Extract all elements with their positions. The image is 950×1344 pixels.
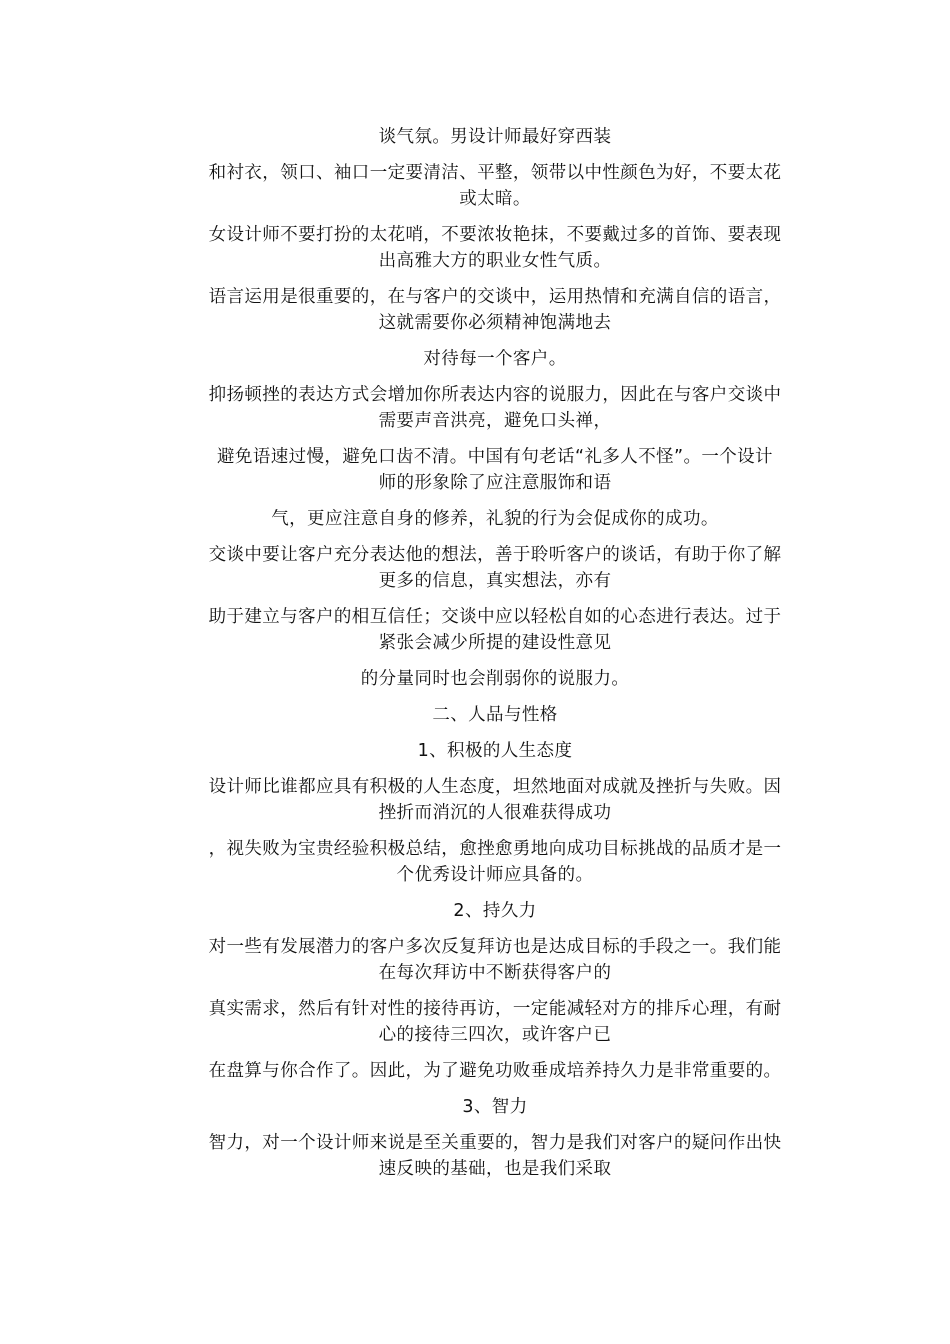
text-line: 对一些有发展潜力的客户多次反复拜访也是达成目标的手段之一。我们能: [208, 937, 782, 957]
paragraph: [188, 542, 802, 594]
paragraph: [188, 284, 802, 336]
paragraph: [188, 1058, 802, 1084]
text-line: 抑扬顿挫的表达方式会增加你所表达内容的说服力，因此在与客户交谈中: [208, 385, 782, 405]
text-line: ，视失败为宝贵经验积极总结，愈挫愈勇地向成功目标挑战的品质才是一: [208, 839, 782, 859]
text-line: 真实需求，然后有针对性的接待再访，一定能减轻对方的排斥心理，有耐: [208, 999, 782, 1019]
paragraph: [188, 1130, 802, 1182]
subsection-heading: [188, 898, 802, 924]
subsection-heading: [188, 1094, 802, 1120]
paragraph: [188, 934, 802, 986]
text-line: 语言运用是很重要的，在与客户的交谈中，运用热情和充满自信的语言，: [208, 287, 782, 307]
text-line: 在每次拜访中不断获得客户的: [378, 963, 612, 983]
text-line: 速反映的基础，也是我们采取: [378, 1159, 612, 1179]
section-heading: [188, 702, 802, 728]
text-line: 更多的信息，真实想法，亦有: [378, 571, 612, 591]
text-line: 和衬衣，领口、袖口一定要清洁、平整，领带以中性颜色为好，不要太花: [208, 163, 782, 183]
paragraph: [188, 604, 802, 656]
paragraph: [188, 346, 802, 372]
heading-text: 3、智力: [462, 1097, 528, 1117]
paragraph: [188, 666, 802, 692]
text-line: 个优秀设计师应具备的。: [396, 865, 594, 885]
text-line: 在盘算与你合作了。因此，为了避免功败垂成培养持久力是非常重要的。: [208, 1061, 782, 1081]
paragraph: [188, 444, 802, 496]
text-line: 避免语速过慢，避免口齿不清。中国有句老话“礼多人不怪”。一个设计: [217, 447, 773, 467]
text-line: 心的接待三四次，或许客户已: [378, 1025, 612, 1045]
text-line: 气，更应注意自身的修养，礼貌的行为会促成你的成功。: [271, 509, 719, 529]
subsection-heading: [188, 738, 802, 764]
paragraph: [188, 160, 802, 212]
text-line: 这就需要你必须精神饱满地去: [378, 313, 612, 333]
text-line: 师的形象除了应注意服饰和语: [378, 473, 612, 493]
paragraph: [188, 996, 802, 1048]
text-line: 谈气氛。男设计师最好穿西装: [378, 127, 612, 147]
document-body: [188, 124, 802, 1192]
paragraph: [188, 506, 802, 532]
text-line: 出高雅大方的职业女性气质。: [378, 251, 612, 271]
text-line: 智力，对一个设计师来说是至关重要的，智力是我们对客户的疑问作出快: [208, 1133, 782, 1153]
paragraph: [188, 124, 802, 150]
text-line: 对待每一个客户。: [423, 349, 567, 369]
heading-text: 1、积极的人生态度: [417, 741, 573, 761]
text-line: 助于建立与客户的相互信任；交谈中应以轻松自如的心态进行表达。过于: [208, 607, 782, 627]
text-line: 交谈中要让客户充分表达他的想法，善于聆听客户的谈话，有助于你了解: [208, 545, 782, 565]
text-line: 设计师比谁都应具有积极的人生态度，坦然地面对成就及挫折与失败。因: [208, 777, 782, 797]
paragraph: [188, 382, 802, 434]
heading-text: 2、持久力: [453, 901, 537, 921]
text-line: 女设计师不要打扮的太花哨，不要浓妆艳抹，不要戴过多的首饰、要表现: [208, 225, 782, 245]
paragraph: [188, 774, 802, 826]
paragraph: [188, 836, 802, 888]
heading-text: 二、人品与性格: [432, 705, 558, 725]
text-line: 或太暗。: [459, 189, 531, 209]
text-line: 紧张会减少所提的建设性意见: [378, 633, 612, 653]
text-line: 的分量同时也会削弱你的说服力。: [360, 669, 630, 689]
paragraph: [188, 222, 802, 274]
text-line: 需要声音洪亮，避免口头禅，: [378, 411, 612, 431]
text-line: 挫折而消沉的人很难获得成功: [378, 803, 612, 823]
